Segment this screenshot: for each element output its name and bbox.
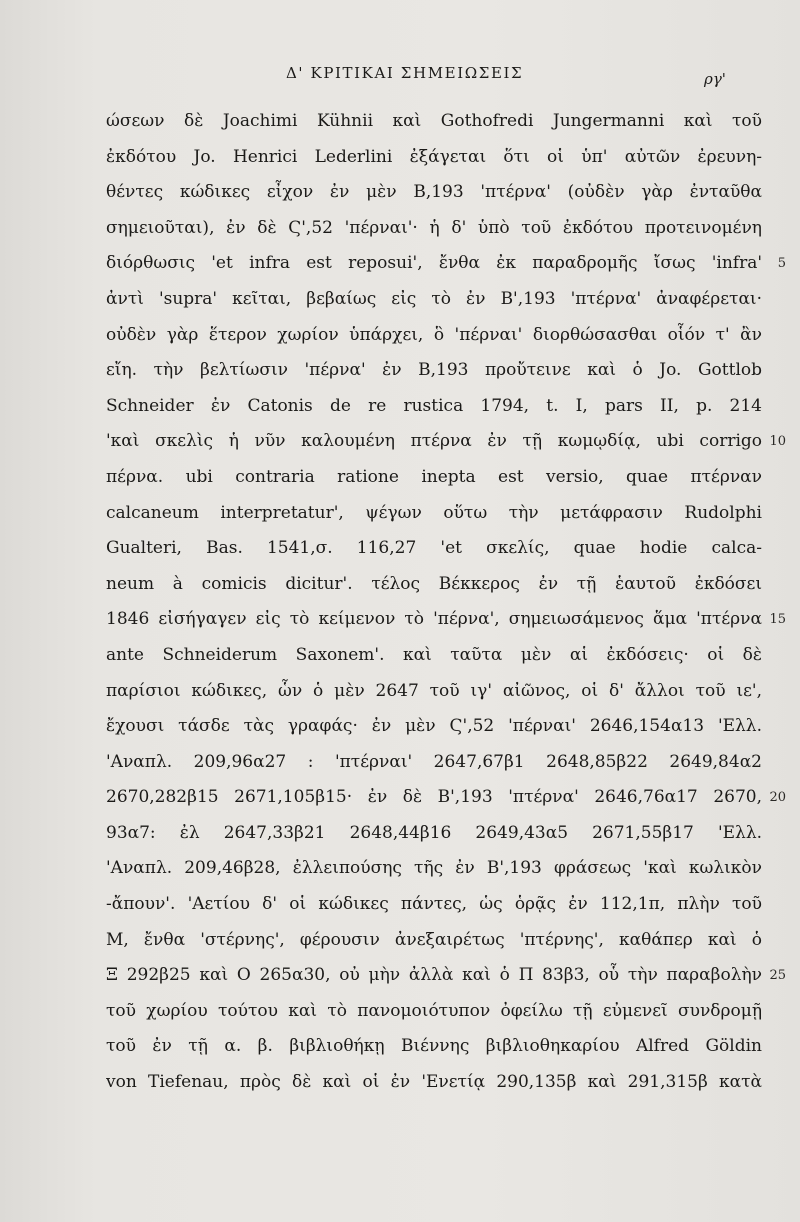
running-head — [0, 64, 800, 88]
line-text: σημειοῦται), ἐν δὲ Ϛ',52 'πέρναι'· ἡ δ' ὑπὸ τοῦ ἐκδότου προτεινομένη — [106, 217, 762, 238]
text-line — [106, 638, 786, 674]
text-line — [106, 211, 786, 247]
line-text: 'Αναπλ. 209,46β28, ἐλλειπούσης τῆς ἐν Β',193 φράσεως 'καὶ κωλικὸν — [106, 858, 762, 879]
text-line — [106, 745, 786, 781]
line-text: ἀντὶ 'supra' κεῖται, βεβαίως εἰς τὸ ἐν Β',193 'πτέρνα' ἀναφέρεται· — [106, 288, 762, 309]
line-text: Ξ 292β25 καὶ Ο 265α30, οὐ μὴν ἀλλὰ καὶ ὁ Π 83β3, οὗ τὴν παραβολὴν — [106, 965, 762, 986]
line-text: διόρθωσις 'et infra est reposui', ἔνθα ἐκ παραδρομῆς ἴσως 'infra' — [106, 253, 762, 274]
line-text: εἴη. τὴν βελτίωσιν 'πέρνα' ἐν Β,193 προὔτεινε καὶ ὁ Jo. Gottlob — [106, 360, 762, 381]
line-text: neum à comicis dicitur'. τέλος Βέκκερος ἐν τῇ ἑαυτοῦ ἐκδόσει — [106, 573, 762, 594]
text-line — [106, 851, 786, 887]
line-number: 20 — [769, 790, 786, 806]
text-line — [106, 140, 786, 176]
line-text: calcaneum interpretatur', ψέγων οὕτω τὴν μετάφρασιν Rudolphi — [106, 502, 762, 523]
text-line — [106, 460, 786, 496]
text-line — [106, 104, 786, 140]
line-number: 5 — [777, 256, 786, 272]
line-text: Μ, ἔνθα 'στέρνης', φέρουσιν ἀνεξαιρέτως 'πτέρνης', καθάπερ καὶ ὁ — [106, 929, 762, 950]
line-number: 15 — [769, 612, 786, 628]
line-text: Schneider ἐν Catonis de re rustica 1794, t. I, pars II, p. 214 — [106, 395, 762, 416]
text-line — [106, 602, 786, 638]
text-line — [106, 282, 786, 318]
line-text: von Tiefenau, πρὸς δὲ καὶ οἱ ἐν 'Ενετίᾳ 290,135β καὶ 291,315β κατὰ — [106, 1072, 762, 1093]
text-line — [106, 318, 786, 354]
text-line — [106, 674, 786, 710]
line-text: ἔχουσι τάσδε τὰς γραφάς· ἐν μὲν Ϛ',52 'πέρναι' 2646,154α13 'Ελλ. — [106, 716, 762, 737]
line-text: πέρνα. ubi contraria ratione inepta est versio, quae πτέρναν — [106, 466, 762, 487]
body-text — [106, 104, 786, 1101]
line-text: Gualteri, Bas. 1541,σ. 116,27 'et σκελίς, quae hodie calca- — [106, 538, 762, 559]
text-line — [106, 496, 786, 532]
line-text: 1846 εἰσήγαγεν εἰς τὸ κείμενον τὸ 'πέρνα', σημειωσάμενος ἅμα 'πτέρνα — [106, 609, 762, 630]
text-line — [106, 923, 786, 959]
text-line — [106, 353, 786, 389]
text-line — [106, 994, 786, 1030]
text-line — [106, 780, 786, 816]
line-text: παρίσιοι κώδικες, ὧν ὁ μὲν 2647 τοῦ ιγ' αἰῶνος, οἱ δ' ἄλλοι τοῦ ιε', — [106, 680, 762, 701]
line-text: 93α7: ἐλ 2647,33β21 2648,44β16 2649,43α5 2671,55β17 'Ελλ. — [106, 822, 762, 843]
line-text: οὐδὲν γὰρ ἕτερον χωρίον ὑπάρχει, ὃ 'πέρναι' διορθώσασθαι οἷόν τ' ἂν — [106, 324, 762, 345]
line-text: ἐκδότου Jo. Henrici Lederlini ἐξάγεται ὅτι οἱ ὑπ' αὐτῶν ἐρευνη- — [106, 146, 762, 167]
text-line — [106, 175, 786, 211]
line-text: ante Schneiderum Saxonem'. καὶ ταῦτα μὲν αἱ ἐκδόσεις· οἱ δὲ — [106, 644, 762, 665]
text-line — [106, 1065, 786, 1101]
text-line — [106, 246, 786, 282]
text-line — [106, 816, 786, 852]
text-line — [106, 424, 786, 460]
line-text: 'καὶ σκελὶς ἡ νῦν καλουμένη πτέρνα ἐν τῇ κωμῳδίᾳ, ubi corrigo — [106, 431, 762, 452]
text-line — [106, 709, 786, 745]
text-line — [106, 567, 786, 603]
line-number: 25 — [769, 968, 786, 984]
line-text: 2670,282β15 2671,105β15· ἐν δὲ Β',193 'πτέρνα' 2646,76α17 2670, — [106, 787, 762, 808]
line-text: 'Αναπλ. 209,96α27 : 'πτέρναι' 2647,67β1 2648,85β22 2649,84α2 — [106, 751, 762, 772]
text-line — [106, 887, 786, 923]
line-text: θέντες κώδικες εἶχον ἐν μὲν Β,193 'πτέρνα' (οὐδὲν γὰρ ἐνταῦθα — [106, 182, 762, 203]
line-text: τοῦ χωρίου τούτου καὶ τὸ πανομοιότυπον ὀφείλω τῇ εὐμενεῖ συνδρομῇ — [106, 1000, 762, 1021]
page-number: ργ' — [704, 70, 726, 88]
text-line — [106, 531, 786, 567]
line-text: -ἄπουν'. 'Αετίου δ' οἱ κώδικες πάντες, ὡς ὁρᾷς ἐν 112,1π, πλὴν τοῦ — [106, 894, 762, 915]
line-text: τοῦ ἐν τῇ α. β. βιβλιοθήκῃ Βιέννης βιβλιοθηκαρίου Alfred Göldin — [106, 1036, 762, 1057]
line-text: ώσεων δὲ Joachimi Kühnii καὶ Gothofredi Jungermanni καὶ τοῦ — [106, 111, 762, 131]
running-title: Δ' ΚΡΙΤΙΚΑΙ ΣΗΜΕΙΩΣΕΙΣ — [286, 64, 524, 82]
text-line — [106, 1029, 786, 1065]
line-number: 10 — [769, 434, 786, 450]
text-line — [106, 958, 786, 994]
text-line — [106, 389, 786, 425]
